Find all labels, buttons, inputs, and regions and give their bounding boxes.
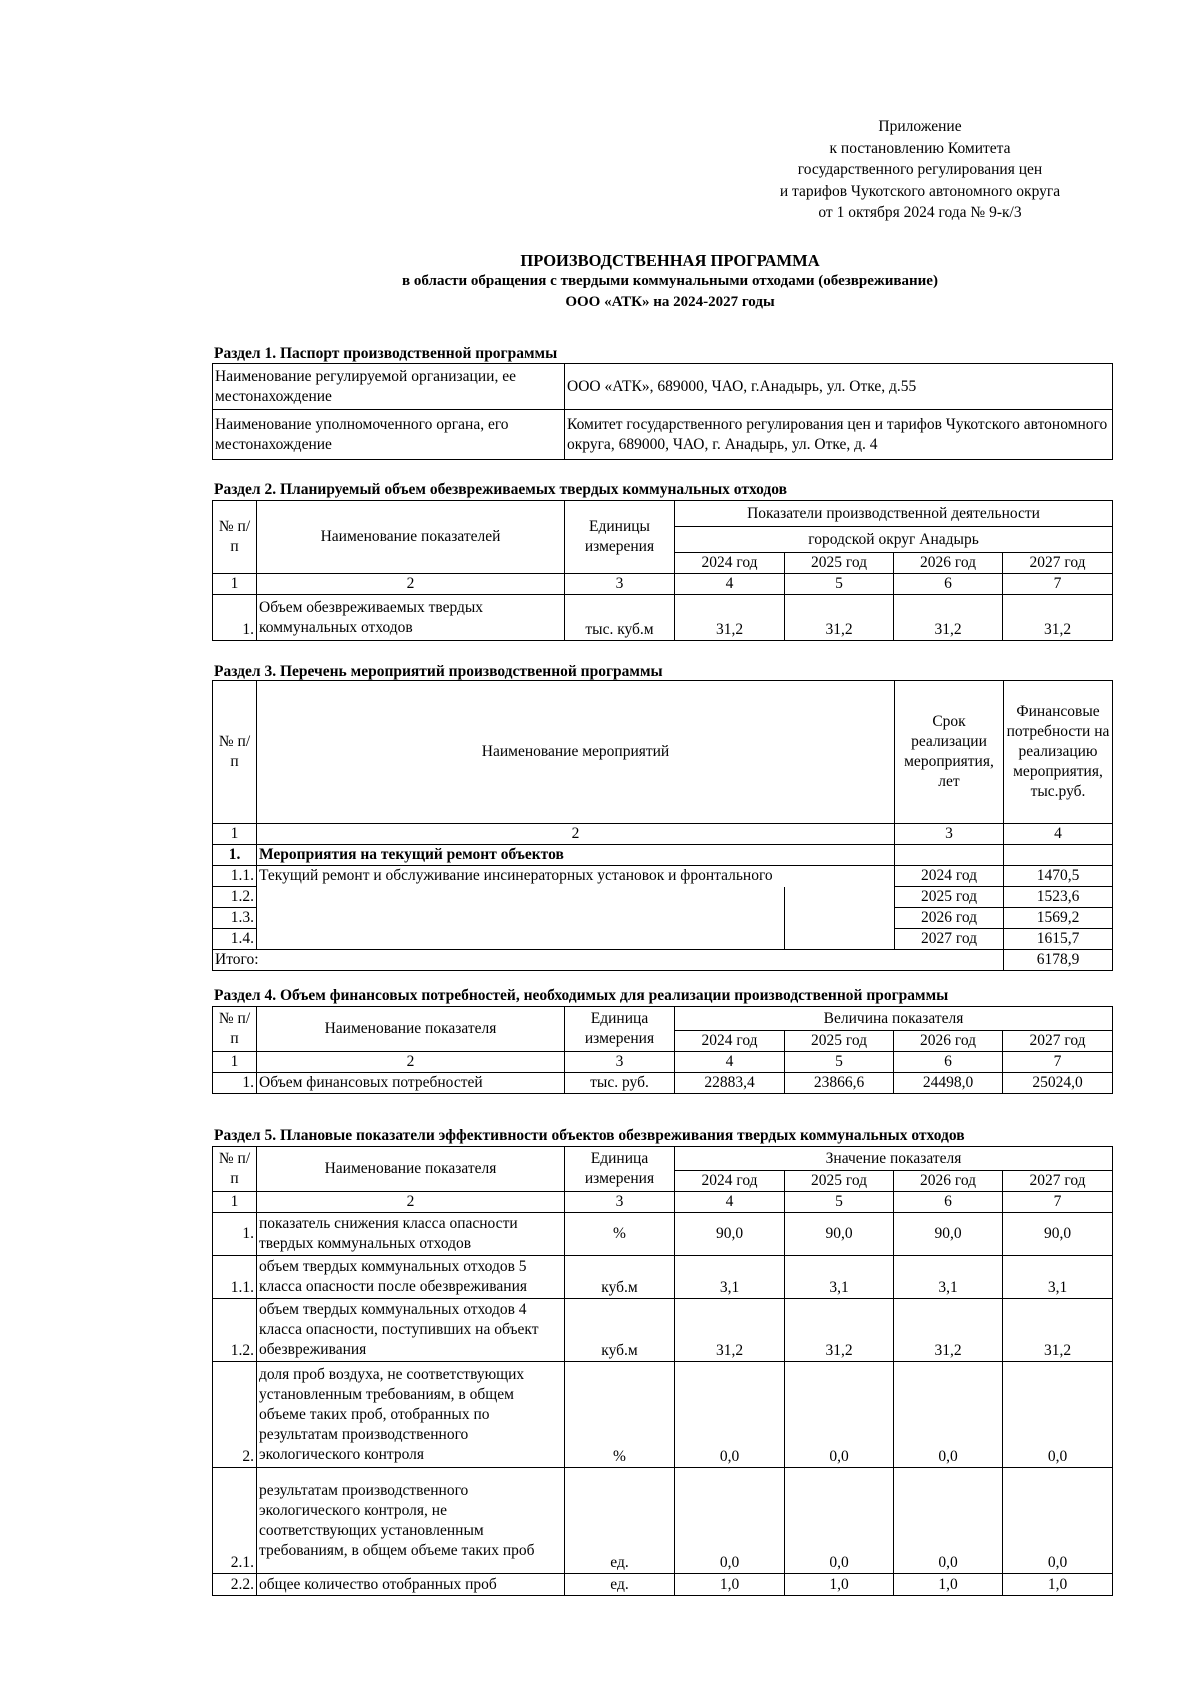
row-value: 3,1 (785, 1256, 894, 1299)
header-unit: Единица измерения (565, 1007, 675, 1052)
column-number: 4 (675, 1052, 785, 1073)
program-subtitle: в области обращения с твердыми коммунальными отходами (обезвреживание) (402, 273, 938, 289)
row-unit: куб.м (565, 1299, 675, 1362)
header-num: № п/п (213, 1147, 257, 1192)
table-row (213, 866, 1113, 887)
table-row (213, 908, 1113, 929)
header-subgroup: городской округ Анадырь (675, 527, 1113, 553)
column-numbers-row (213, 824, 1113, 845)
column-number: 6 (894, 1052, 1003, 1073)
column-number: 6 (894, 1192, 1003, 1213)
column-numbers-row (213, 1052, 1113, 1073)
row-number: 1. (213, 1213, 257, 1256)
column-number: 3 (565, 1192, 675, 1213)
section2-heading: Раздел 2. Планируемый объем обезвреживаемых твердых коммунальных отходов (214, 481, 788, 498)
row-value: 1523,6 (1004, 887, 1113, 908)
row-name: результатам производственного экологического контроля, не соответствующих установленным требованиям, в общем объеме таких проб (257, 1468, 565, 1574)
row-term: 2026 год (895, 908, 1004, 929)
header-year: 2027 год (1003, 1171, 1113, 1192)
appendix-line: от 1 октября 2024 года № 9-к/3 (818, 204, 1022, 221)
header-group: Показатели производственной деятельности (675, 501, 1113, 527)
row-unit: ед. (565, 1468, 675, 1574)
row-value: 22883,4 (675, 1073, 785, 1094)
row-value: 90,0 (675, 1213, 785, 1256)
row-value: 0,0 (675, 1362, 785, 1468)
header-year: 2026 год (894, 1171, 1003, 1192)
row-value: 31,2 (894, 1299, 1003, 1362)
activities-table (212, 680, 1113, 971)
header-year: 2024 год (675, 1171, 785, 1192)
column-number: 7 (1003, 1052, 1113, 1073)
section3-heading: Раздел 3. Перечень мероприятий производственной программы (214, 663, 663, 680)
row-term: 2025 год (895, 887, 1004, 908)
row-name: Текущий ремонт и обслуживание инсинераторных установок и фронтального (257, 866, 895, 887)
row-number: 1.1. (213, 866, 257, 887)
header-year: 2026 год (894, 553, 1003, 574)
header-name: Наименование мероприятий (257, 681, 895, 824)
row-number: 1.2. (213, 1299, 257, 1362)
row-number: 2. (213, 1362, 257, 1468)
row-name: общее количество отобранных проб (257, 1574, 565, 1596)
header-num: № п/п (213, 501, 257, 574)
efficiency-table (212, 1146, 1113, 1596)
header-group: Значение показателя (675, 1147, 1113, 1171)
row-value: 0,0 (1003, 1468, 1113, 1574)
header-num: № п/п (213, 1007, 257, 1052)
row-value: 1569,2 (1004, 908, 1113, 929)
table-row (213, 1256, 1113, 1299)
row-value: 31,2 (785, 595, 894, 641)
row-value: 1,0 (785, 1574, 894, 1596)
row-value: 31,2 (1003, 595, 1113, 641)
row-value: 31,2 (1003, 1299, 1113, 1362)
column-numbers-row (213, 1192, 1113, 1213)
row-unit: % (565, 1213, 675, 1256)
row-number: 1.2. (213, 887, 257, 908)
row-number: 2.1. (213, 1468, 257, 1574)
row-value: 3,1 (894, 1256, 1003, 1299)
row-value: 25024,0 (1003, 1073, 1113, 1094)
row-value: 0,0 (894, 1362, 1003, 1468)
row-name: доля проб воздуха, не соответствующих установленным требованиям, в общем объеме таких проб, отобранных по результатам производственного экологического контроля (257, 1362, 565, 1468)
header-num: № п/п (213, 681, 257, 824)
table-row (213, 1213, 1113, 1256)
table-row (213, 1362, 1113, 1468)
row-name: объем твердых коммунальных отходов 5 класса опасности после обезвреживания (257, 1256, 565, 1299)
row-unit: тыс. куб.м (565, 595, 675, 641)
section5-heading: Раздел 5. Плановые показатели эффективности объектов обезвреживания твердых коммунальных отходов (214, 1127, 965, 1144)
column-number: 4 (1004, 824, 1113, 845)
row-value: 0,0 (785, 1362, 894, 1468)
passport-value: ООО «АТК», 689000, ЧАО, г.Анадырь, ул. Отке, д.55 (565, 364, 1113, 410)
passport-row (213, 410, 1113, 460)
column-number: 1 (213, 1192, 257, 1213)
passport-label: Наименование уполномоченного органа, его местонахождение (213, 410, 565, 460)
column-number: 5 (785, 1052, 894, 1073)
column-number: 3 (895, 824, 1004, 845)
row-value: 24498,0 (894, 1073, 1003, 1094)
header-name: Наименование показателя (257, 1147, 565, 1192)
row-unit: % (565, 1362, 675, 1468)
header-year: 2025 год (785, 1171, 894, 1192)
row-term: 2024 год (895, 866, 1004, 887)
row-value: 1,0 (894, 1574, 1003, 1596)
table-row (213, 1468, 1113, 1574)
column-number: 1 (213, 574, 257, 595)
header-name: Наименование показателя (257, 1007, 565, 1052)
column-number: 7 (1003, 574, 1113, 595)
section4-heading: Раздел 4. Объем финансовых потребностей, необходимых для реализации производственной программы (214, 987, 949, 1004)
header-year: 2027 год (1003, 1031, 1113, 1052)
row-name: показатель снижения класса опасности твердых коммунальных отходов (257, 1213, 565, 1256)
row-number: 1.4. (213, 929, 257, 950)
row-value: 0,0 (785, 1468, 894, 1574)
row-value: 90,0 (894, 1213, 1003, 1256)
passport-row (213, 364, 1113, 410)
row-value: 0,0 (1003, 1362, 1113, 1468)
column-number: 2 (257, 1192, 565, 1213)
row-unit: куб.м (565, 1256, 675, 1299)
header-year: 2025 год (785, 553, 894, 574)
program-title: ПРОИЗВОДСТВЕННАЯ ПРОГРАММА (520, 251, 820, 270)
passport-value: Комитет государственного регулирования цен и тарифов Чукотского автономного округа, 689000, ЧАО, г. Анадырь, ул. Отке, д. 4 (565, 410, 1113, 460)
appendix-line: к постановлению Комитета (829, 139, 1011, 157)
passport-table (212, 363, 1113, 460)
row-name: Объем финансовых потребностей (257, 1073, 565, 1094)
header-finance: Финансовые потребности на реализацию мероприятия, тыс.руб. (1004, 681, 1113, 824)
header-year: 2026 год (894, 1031, 1003, 1052)
total-label: Итого: (213, 950, 1004, 971)
table-row (213, 595, 1113, 641)
row-value: 31,2 (785, 1299, 894, 1362)
table-row (213, 1574, 1113, 1596)
appendix-line: Приложение (878, 118, 962, 135)
row-value: 23866,6 (785, 1073, 894, 1094)
row-number: 1. (213, 1073, 257, 1094)
program-company: ООО «АТК» на 2024-2027 годы (565, 294, 775, 310)
header-year: 2024 год (675, 553, 785, 574)
column-number: 3 (565, 574, 675, 595)
row-value: 90,0 (785, 1213, 894, 1256)
row-value: 31,2 (675, 1299, 785, 1362)
row-number: 2.2. (213, 1574, 257, 1596)
column-number: 1 (213, 824, 257, 845)
header-year: 2024 год (675, 1031, 785, 1052)
row-number: 1.1. (213, 1256, 257, 1299)
row-value: 3,1 (1003, 1256, 1113, 1299)
row-name: Объем обезвреживаемых твердых коммунальных отходов (257, 595, 565, 641)
table-row (213, 929, 1113, 950)
row-value: 1,0 (1003, 1574, 1113, 1596)
row-number: 1. (213, 595, 257, 641)
header-name: Наименование показателей (257, 501, 565, 574)
column-numbers-row (213, 574, 1113, 595)
volume-table (212, 500, 1113, 641)
column-number: 2 (257, 1052, 565, 1073)
total-row (213, 950, 1113, 971)
row-value: 3,1 (675, 1256, 785, 1299)
row-value: 0,0 (675, 1468, 785, 1574)
total-value: 6178,9 (1004, 950, 1113, 971)
header-unit: Единица измерения (565, 1147, 675, 1192)
header-group: Величина показателя (675, 1007, 1113, 1031)
header-year: 2027 год (1003, 553, 1113, 574)
column-number: 4 (675, 1192, 785, 1213)
table-row (213, 1299, 1113, 1362)
finance-table (212, 1006, 1113, 1094)
row-number: 1.3. (213, 908, 257, 929)
row-value: 1,0 (675, 1574, 785, 1596)
row-unit: ед. (565, 1574, 675, 1596)
appendix-block (700, 116, 1140, 224)
header-unit: Единицы измерения (565, 501, 675, 574)
table-row (213, 1073, 1113, 1094)
column-number: 2 (257, 824, 895, 845)
row-value: 0,0 (894, 1468, 1003, 1574)
row-term: 2027 год (895, 929, 1004, 950)
column-number: 6 (894, 574, 1003, 595)
group-row (213, 845, 1113, 866)
passport-label: Наименование регулируемой организации, ее местонахождение (213, 364, 565, 410)
row-name: объем твердых коммунальных отходов 4 класса опасности, поступивших на объект обезвреживания (257, 1299, 565, 1362)
column-number: 3 (565, 1052, 675, 1073)
row-value: 31,2 (675, 595, 785, 641)
table-row (213, 887, 1113, 908)
header-year: 2025 год (785, 1031, 894, 1052)
column-number: 4 (675, 574, 785, 595)
column-number: 5 (785, 1192, 894, 1213)
column-number: 1 (213, 1052, 257, 1073)
section1-heading: Раздел 1. Паспорт производственной программы (214, 345, 558, 362)
row-value: 1470,5 (1004, 866, 1113, 887)
row-value: 1615,7 (1004, 929, 1113, 950)
column-number: 7 (1003, 1192, 1113, 1213)
group-name: Мероприятия на текущий ремонт объектов (257, 845, 895, 866)
appendix-line: государственного регулирования цен (797, 161, 1043, 178)
row-value: 31,2 (894, 595, 1003, 641)
header-term: Срок реализации мероприятия, лет (895, 681, 1004, 824)
column-number: 2 (257, 574, 565, 595)
appendix-line: и тарифов Чукотского автономного округа (779, 182, 1061, 200)
group-number: 1. (213, 845, 257, 866)
row-value: 90,0 (1003, 1213, 1113, 1256)
column-number: 5 (785, 574, 894, 595)
row-unit: тыс. руб. (565, 1073, 675, 1094)
